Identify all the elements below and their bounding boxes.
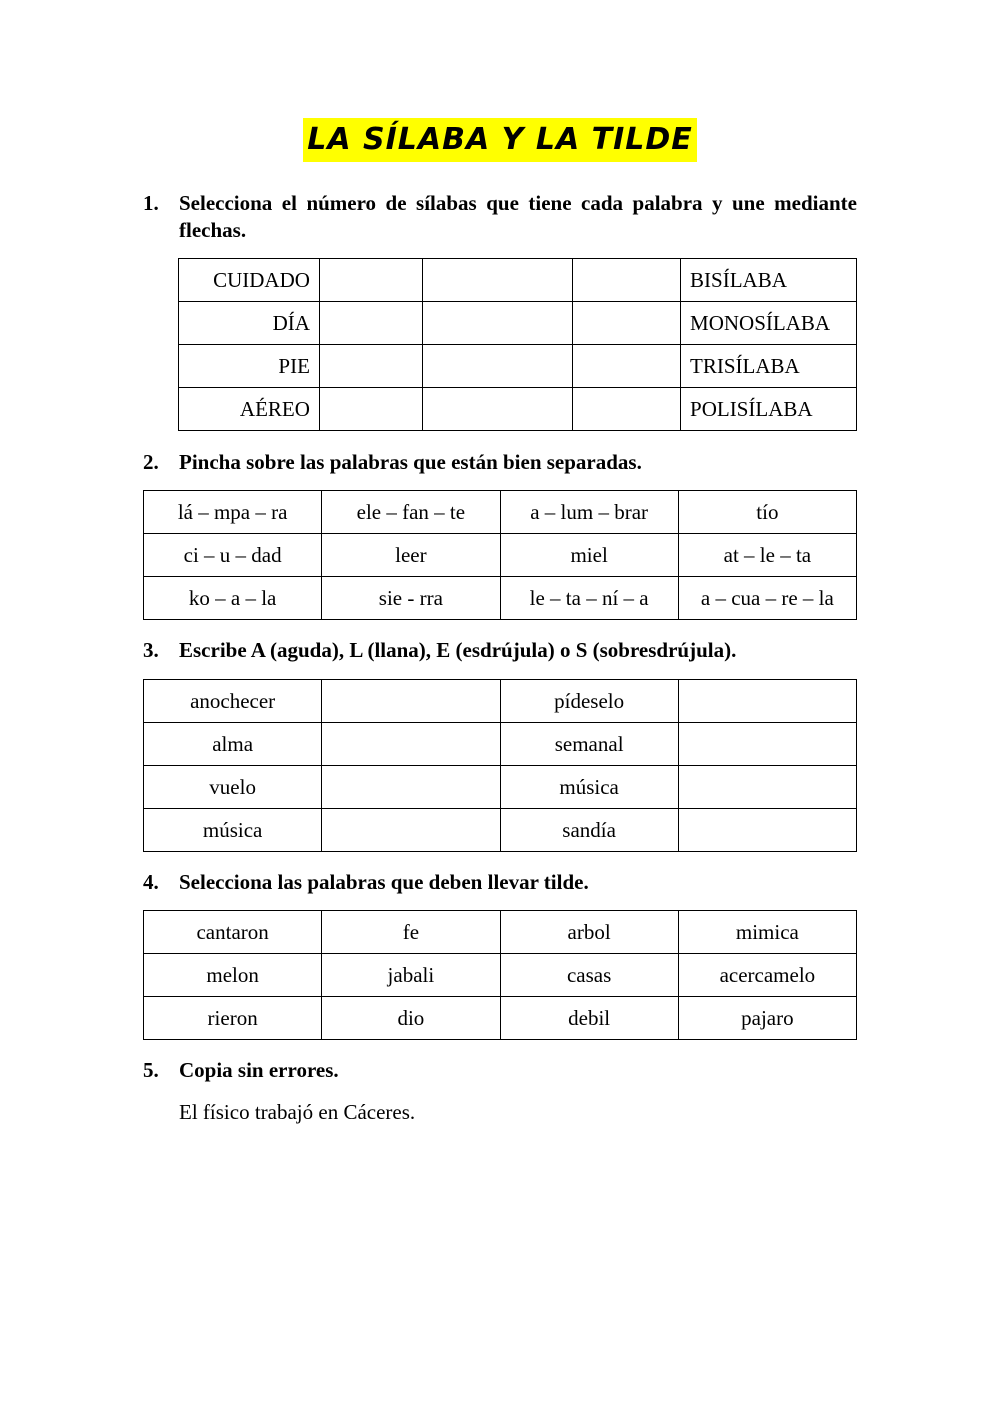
- word-option[interactable]: debil: [500, 997, 678, 1040]
- arrow-space[interactable]: [422, 345, 573, 388]
- option-cell[interactable]: TRISÍLABA: [681, 345, 857, 388]
- question-text: Selecciona el número de sílabas que tiene cada palabra y une mediante flechas.: [179, 191, 857, 242]
- question-text: Copia sin errores.: [179, 1058, 339, 1082]
- word-option[interactable]: at – le – ta: [678, 534, 856, 577]
- question-text: Escribe A (aguda), L (llana), E (esdrújula) o S (sobresdrújula).: [179, 638, 737, 662]
- title-wrap: [0, 118, 1000, 162]
- arrow-space[interactable]: [422, 388, 573, 431]
- word-cell: anochecer: [144, 680, 322, 723]
- question-text: Selecciona las palabras que deben llevar tilde.: [179, 870, 589, 894]
- answer-input[interactable]: [678, 680, 856, 723]
- syllable-separation-table: [143, 490, 857, 620]
- word-option[interactable]: lá – mpa – ra: [144, 491, 322, 534]
- arrow-space[interactable]: [422, 302, 573, 345]
- answer-input[interactable]: [322, 766, 500, 809]
- arrow-space[interactable]: [573, 345, 681, 388]
- question-5: [143, 1057, 857, 1084]
- answer-input[interactable]: [322, 809, 500, 852]
- table-row: [144, 954, 857, 997]
- word-option[interactable]: pajaro: [678, 997, 856, 1040]
- option-cell[interactable]: MONOSÍLABA: [681, 302, 857, 345]
- question-number: 2.: [143, 450, 159, 474]
- stress-classification-table: [143, 679, 857, 852]
- table-row: [179, 345, 857, 388]
- word-cell: música: [500, 766, 678, 809]
- table-row: [179, 388, 857, 431]
- copy-sentence: El físico trabajó en Cáceres.: [179, 1100, 416, 1124]
- word-cell[interactable]: AÉREO: [179, 388, 320, 431]
- table-row: [144, 911, 857, 954]
- answer-input[interactable]: [678, 723, 856, 766]
- arrow-space[interactable]: [319, 345, 422, 388]
- syllable-matching-table: [178, 258, 857, 431]
- question-number: 5.: [143, 1058, 159, 1082]
- word-cell: música: [144, 809, 322, 852]
- word-cell: alma: [144, 723, 322, 766]
- word-option[interactable]: a – lum – brar: [500, 491, 678, 534]
- answer-input[interactable]: [322, 680, 500, 723]
- word-option[interactable]: ele – fan – te: [322, 491, 500, 534]
- word-option[interactable]: sie - rra: [322, 577, 500, 620]
- word-option[interactable]: leer: [322, 534, 500, 577]
- word-option[interactable]: mimica: [678, 911, 856, 954]
- word-option[interactable]: le – ta – ní – a: [500, 577, 678, 620]
- word-cell: semanal: [500, 723, 678, 766]
- arrow-space[interactable]: [422, 259, 573, 302]
- word-option[interactable]: dio: [322, 997, 500, 1040]
- table-row: [144, 534, 857, 577]
- arrow-space[interactable]: [319, 259, 422, 302]
- word-cell: pídeselo: [500, 680, 678, 723]
- question-2: [143, 449, 857, 476]
- word-option[interactable]: miel: [500, 534, 678, 577]
- question-text: Pincha sobre las palabras que están bien separadas.: [179, 450, 642, 474]
- table-row: [144, 809, 857, 852]
- table-row: [144, 680, 857, 723]
- question-4: [143, 869, 857, 896]
- page-title: LA SÍLABA Y LA TILDE: [303, 118, 697, 162]
- answer-input[interactable]: [678, 809, 856, 852]
- word-option[interactable]: arbol: [500, 911, 678, 954]
- answer-input[interactable]: [678, 766, 856, 809]
- word-option[interactable]: tío: [678, 491, 856, 534]
- word-option[interactable]: ko – a – la: [144, 577, 322, 620]
- question-number: 3.: [143, 638, 159, 662]
- word-option[interactable]: acercamelo: [678, 954, 856, 997]
- accent-selection-table: [143, 910, 857, 1040]
- table-row: [144, 491, 857, 534]
- word-cell: sandía: [500, 809, 678, 852]
- word-option[interactable]: ci – u – dad: [144, 534, 322, 577]
- table-row: [179, 259, 857, 302]
- arrow-space[interactable]: [319, 388, 422, 431]
- answer-input[interactable]: [322, 723, 500, 766]
- word-cell: vuelo: [144, 766, 322, 809]
- word-option[interactable]: a – cua – re – la: [678, 577, 856, 620]
- word-option[interactable]: casas: [500, 954, 678, 997]
- arrow-space[interactable]: [573, 259, 681, 302]
- table-row: [179, 302, 857, 345]
- question-1: [143, 190, 857, 244]
- table-row: [144, 766, 857, 809]
- option-cell[interactable]: POLISÍLABA: [681, 388, 857, 431]
- word-option[interactable]: fe: [322, 911, 500, 954]
- question-number: 4.: [143, 870, 159, 894]
- arrow-space[interactable]: [573, 302, 681, 345]
- word-option[interactable]: jabali: [322, 954, 500, 997]
- arrow-space[interactable]: [319, 302, 422, 345]
- word-cell[interactable]: PIE: [179, 345, 320, 388]
- word-option[interactable]: rieron: [144, 997, 322, 1040]
- question-number: 1.: [143, 191, 159, 215]
- table-row: [144, 997, 857, 1040]
- word-option[interactable]: melon: [144, 954, 322, 997]
- table-row: [144, 577, 857, 620]
- option-cell[interactable]: BISÍLABA: [681, 259, 857, 302]
- table-row: [144, 723, 857, 766]
- arrow-space[interactable]: [573, 388, 681, 431]
- word-option[interactable]: cantaron: [144, 911, 322, 954]
- question-3: [143, 637, 857, 664]
- word-cell[interactable]: CUIDADO: [179, 259, 320, 302]
- word-cell[interactable]: DÍA: [179, 302, 320, 345]
